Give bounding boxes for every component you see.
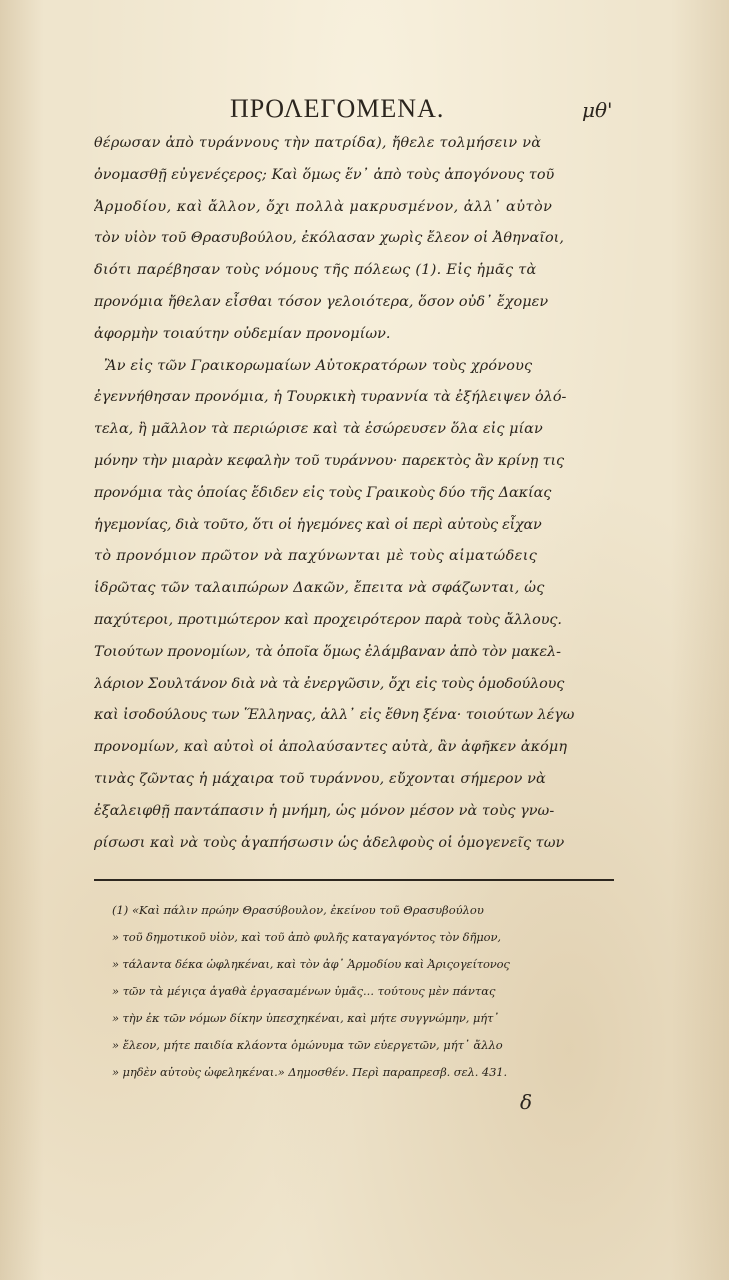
footnote-line: (1) «Καὶ πάλιν πρώην Θρασύβουλον, ἐκείνου τοῦ Θρασυβούλου bbox=[112, 903, 484, 917]
text-line: ἱδρῶτας τῶν ταλαιπώρων Δακῶν, ἔπειτα νὰ σφάζωνται, ὡς bbox=[94, 580, 545, 597]
text-line: Ἁρμοδίου, καὶ ἄλλον, ὄχι πολλὰ μακρυσμένον, ἀλλ᾽ αὐτὸν bbox=[94, 198, 553, 215]
footnote-line: » ἔλεον, μήτε παιδία κλάοντα ὁμώνυμα τῶν εὐεργετῶν, μήτ᾽ ἄλλο bbox=[112, 1038, 503, 1052]
text-line: μόνην τὴν μιαρὰν κεφαλὴν τοῦ τυράννου· παρεκτὸς ἂν κρίνῃ τις bbox=[94, 452, 564, 469]
text-line: ρίσωσι καὶ νὰ τοὺς ἀγαπήσωσιν ὡς ἀδελφοὺς οἱ ὁμογενεῖς των bbox=[94, 834, 565, 851]
footnote-line: » τῶν τὰ μέγιςα ἀγαθὰ ἐργασαμένων ὑμᾶς... τούτους μὲν πάντας bbox=[112, 984, 496, 998]
text-line: παχύτεροι, προτιμώτερον καὶ προχειρότερον παρὰ τοὺς ἄλλους. bbox=[94, 611, 562, 628]
text-line: λάριον Σουλτάνον διὰ νὰ τὰ ἐνεργῶσιν, ὄχι εἰς τοὺς ὁμοδούλους bbox=[94, 675, 565, 692]
text-line: ἀφορμὴν τοιαύτην οὐδεμίαν προνομίων. bbox=[94, 325, 391, 342]
footnote-line: » μηδὲν αὐτοὺς ὠφεληκέναι.» Δημοσθέν. Περὶ παραπρεσβ. σελ. 431. bbox=[112, 1065, 508, 1079]
running-title: ΠΡΟΛΕΓΟΜΕΝΑ. bbox=[230, 94, 445, 123]
text-line: ἐξαλειφθῇ παντάπασιν ἡ μνήμη, ὡς μόνον μέσον νὰ τοὺς γνω- bbox=[94, 802, 555, 819]
signature-mark: δ bbox=[520, 1090, 533, 1114]
text-line: θέρωσαν ἀπὸ τυράννους τὴν πατρίδα), ἤθελε τολμήσειν νὰ bbox=[94, 135, 542, 151]
page-header bbox=[0, 88, 729, 128]
text-line: ὀνομασθῇ εὐγενέςερος; Καὶ ὅμως ἕν᾽ ἀπὸ τοὺς ἀπογόνους τοῦ bbox=[94, 166, 555, 183]
text-line: ἡγεμονίας, διὰ τοῦτο, ὅτι οἱ ἡγεμόνες καὶ οἱ περὶ αὐτοὺς εἶχαν bbox=[94, 516, 542, 533]
footnote-divider bbox=[94, 879, 614, 881]
footnote-line: » τάλαντα δέκα ὠφληκέναι, καὶ τὸν ἀφ᾽ Ἁρμοδίου καὶ Ἀριςογείτονος bbox=[112, 957, 510, 971]
text-line: τὸ προνόμιον πρῶτον νὰ παχύνωνται μὲ τοὺς αἱματώδεις bbox=[94, 548, 538, 565]
text-line: προνομίων, καὶ αὐτοὶ οἱ ἀπολαύσαντες αὐτὰ, ἂν ἀφῆκεν ἀκόμη bbox=[94, 739, 568, 756]
footnote-line: » τοῦ δημοτικοῦ υἱὸν, καὶ τοῦ ἀπὸ φυλῆς καταγαγόντος τὸν δῆμον, bbox=[112, 930, 501, 944]
text-line: προνόμια τὰς ὁποίας ἔδιδεν εἰς τοὺς Γραικοὺς δύο τῆς Δακίας bbox=[94, 484, 552, 501]
text-line: Τοιούτων προνομίων, τὰ ὁποῖα ὅμως ἐλάμβαναν ἀπὸ τὸν μακελ- bbox=[94, 643, 561, 660]
text-line: προνόμια ἤθελαν εἶσθαι τόσον γελοιότερα, ὅσον οὐδ᾽ ἔχομεν bbox=[94, 293, 549, 310]
text-line: τινὰς ζῶντας ἡ μάχαιρα τοῦ τυράννου, εὔχονται σήμερον νὰ bbox=[94, 770, 546, 787]
text-line: Ἂν εἰς τῶν Γραικορωμαίων Αὐτοκρατόρων τοὺς χρόνους bbox=[104, 357, 533, 374]
text-line: καὶ ἰσοδούλους των Ἕλληνας, ἀλλ᾽ εἰς ἔθνη ξένα· τοιούτων λέγω bbox=[94, 707, 575, 724]
text-line: τελα, ἢ μᾶλλον τὰ περιώρισε καὶ τὰ ἐσώρευσεν ὅλα εἰς μίαν bbox=[94, 421, 543, 438]
text-line: τὸν υἱὸν τοῦ Θρασυβούλου, ἐκόλασαν χωρὶς ἔλεον οἱ Ἀθηναῖοι, bbox=[94, 230, 564, 247]
text-line: διότι παρέβησαν τοὺς νόμους τῆς πόλεως (1). Εἰς ἡμᾶς τὰ bbox=[94, 262, 537, 279]
footnote-line: » τὴν ἐκ τῶν νόμων δίκην ὑπεσχηκέναι, καὶ μήτε συγγνώμην, μήτ᾽ bbox=[112, 1011, 499, 1025]
main-text bbox=[94, 128, 624, 859]
footnotes bbox=[112, 897, 622, 1086]
text-line: ἐγεννήθησαν προνόμια, ἡ Τουρκικὴ τυραννία τὰ ἐξήλειψεν ὁλό- bbox=[94, 389, 567, 406]
page-number: μθ' bbox=[582, 98, 613, 122]
